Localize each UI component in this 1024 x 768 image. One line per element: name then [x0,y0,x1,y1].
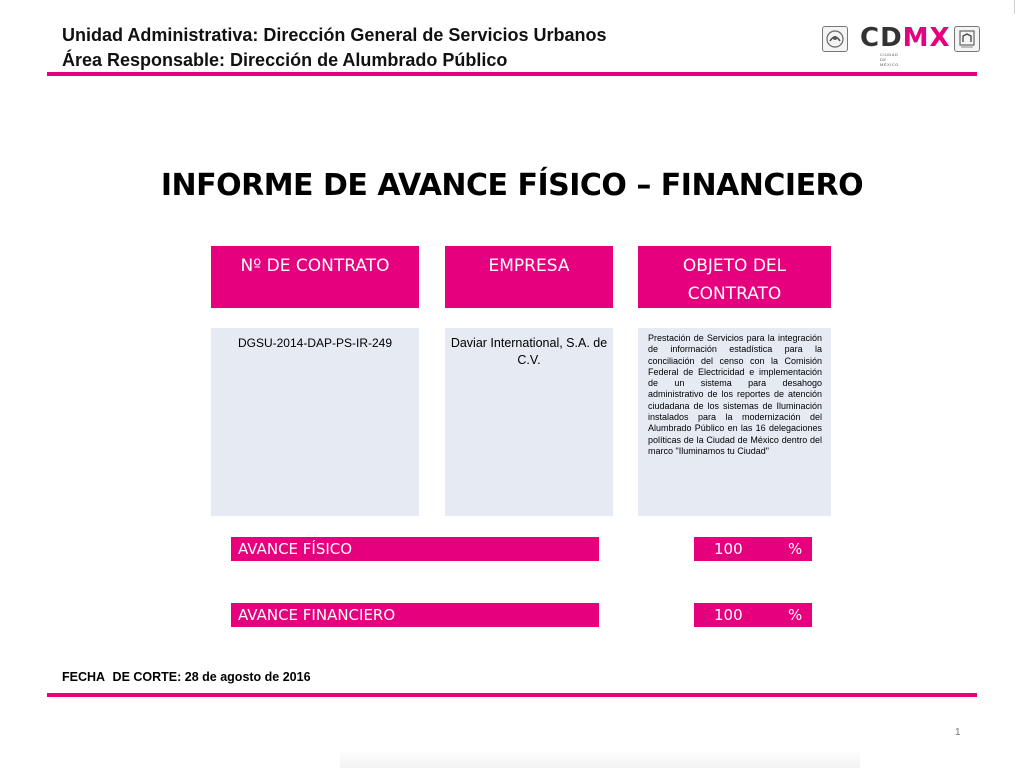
cell-empresa: Daviar International, S.A. de C.V. [445,328,613,516]
coat-of-arms-icon [822,26,848,52]
header-unidad: Unidad Administrativa: Dirección General de Servicios Urbanos [62,25,607,45]
fecha-label-2: DE CORTE: [112,670,182,684]
avance-financiero-unit: % [788,606,803,624]
fecha-corte [62,670,311,684]
header-empresa: EMPRESA [445,246,613,308]
header-objeto: OBJETO DEL CONTRATO [638,246,831,308]
avance-financiero-label: AVANCE FINANCIERO [231,603,599,627]
avance-financiero-number: 100 [714,606,743,624]
avance-fisico-value [694,537,812,561]
header-area: Área Responsable: Dirección de Alumbrado Público [62,50,508,70]
footer-shadow [340,750,860,768]
fecha-value: 28 de agosto de 2016 [184,670,311,684]
city-seal-icon [954,26,980,52]
brand-sub: CIUDAD DE MÉXICO [880,52,899,67]
footer-divider [47,693,977,697]
brand-suffix: MX [902,23,951,53]
cell-contrato: DGSU-2014-DAP-PS-IR-249 [211,328,419,516]
avance-fisico-number: 100 [714,540,743,558]
cell-objeto: Prestación de Servicios para la integración de información estadística para la conciliación del censo con la Comisión Federal de Electricidad e implementación de un sistema para desahogo administrativo de los reportes de atención ciudadana de los sistemas de Iluminación instalados para la modernización del Alumbrado Público en las 16 delegaciones políticas de la Ciudad de México dentro del marco "Iluminamos tu Ciudad" [638,328,831,516]
page-title: INFORME DE AVANCE FÍSICO – FINANCIERO [160,168,864,203]
avance-fisico-label: AVANCE FÍSICO [231,537,599,561]
fecha-label-1: FECHA [62,670,106,684]
corner-line [1014,0,1024,14]
avance-fisico-unit: % [788,540,803,558]
brand-prefix: CD [860,23,903,53]
cdmx-logo [860,23,951,53]
avance-financiero-value [694,603,812,627]
header-contrato: Nº DE CONTRATO [211,246,419,308]
page-number: 1 [955,727,961,738]
header-divider [47,72,977,76]
